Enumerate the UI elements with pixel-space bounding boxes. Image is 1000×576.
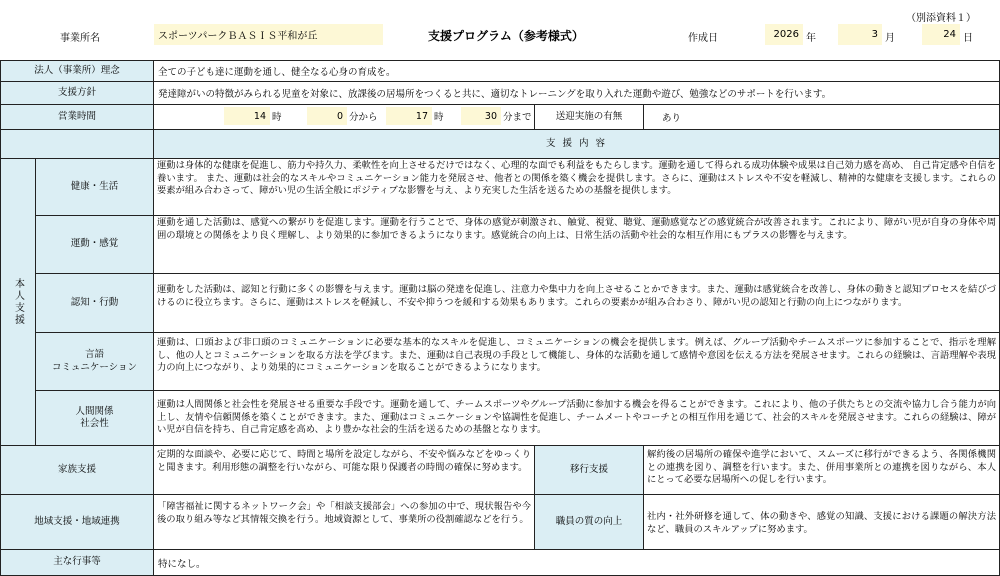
start-minute-field[interactable]: 0 <box>307 107 347 125</box>
social-text[interactable]: 運動は人間関係と社会性を発展させる重要な手段です。運動を通して、チームスポーツやグループ活動に参加する機会を得ることができます。これにより、他の子供たちとの交流や協力し合う能力が向上し、友情や信頼関係を築くことができます。また、運動はコミュニケーションや協調性を促進し、チームメートやコーチとの相互作用を通じて、社会的スキルを発展させます。これらの経験は、障がい児が自信を持ち、自己肯定感を高め、より豊かな社会的生活を送るための基盤となります。 <box>153 390 1000 446</box>
office-label: 事業所名 <box>60 33 100 44</box>
language-text[interactable]: 運動は、口頭および非口頭のコミュニケーションに必要な基本的なスキルを促進し、コミュニケーションの機会を提供します。例えば、グループ活動やチームスポーツに参加することで、指示を理解し、他の人とコミュニケーションを取る方法を学びます。また、運動は自己表現の手段として機能し、身体的な活動を通して感情や意図を伝える方法を発展させます。これらの経験は、言語理解や表現力の向上につながり、より効果的にコミュニケーションを取ることができるようになります。 <box>153 332 1000 391</box>
language-label <box>35 332 154 391</box>
day-unit: 日 <box>963 33 973 44</box>
language-label-line1: 言語 <box>84 349 104 361</box>
end-hour-unit: 時 <box>434 112 444 123</box>
transition-text[interactable]: 解約後の居場所の確保や進学において、スムーズに移行ができるよう、各関係機関との連携を図り、調整を行います。また、併用事業所との連携を図りながら、本人にとって必要な居場所への促しを行います。 <box>643 445 1000 495</box>
cognition-text[interactable]: 運動をした活動は、認知と行動に多くの影響を与えます。運動は脳の発達を促進し、注意力や集中力を向上させることかできます。また、運動は感覚統合を改善し、身体の動きと認知プロセスを結びづけるのに役立ちます。さらに、運動はストレスを軽減し、不安や抑うつを緩和する効果もあります。これらの要素かが組み合わさり、障がい児の認知と行動の向上につながります。 <box>153 273 1000 333</box>
support-header-blank <box>0 129 154 159</box>
family-text[interactable]: 定期的な面談や、必要に応じて、時間と場所を設定しながら、不安や悩みなどをゆっくりと聞きます。利用形態の調整を行いながら、可能な限り保護者の時間の確保に努めます。 <box>153 445 535 495</box>
document-title: 支援プログラム（参考様式） <box>428 29 584 43</box>
policy-label: 支援方針 <box>0 81 154 105</box>
policy-text[interactable]: 発達障がいの特徴がみられる児童を対象に、放課後の居場所をつくると共に、適切なトレーニングを取り入れた運動や遊び、勉強などのサポートを行います。 <box>153 81 1000 105</box>
year-unit: 年 <box>806 33 816 44</box>
motor-label: 運動・感覚 <box>35 215 154 274</box>
support-program-table <box>0 60 1000 576</box>
motor-text[interactable]: 運動を通した活動は、感覚への繋がりを促進します。運動を行うことで、身体の感覚が刺激され、触覚、視覚、聴覚、運動感覚などの感覚統合が改善されます。これにより、障がい児が自身の身体や周囲の環境との関係をより良く理解し、より効果的に参加できるようになります。感覚統合の向上は、日常生活の活動や社会的な相互作用にもプラスの影響を与えます。 <box>153 215 1000 274</box>
philosophy-label: 法人（事業所）理念 <box>0 60 154 82</box>
month-unit: 月 <box>885 33 895 44</box>
community-text[interactable]: 「障害福祉に関するネットワーク会」や「相談支援部会」への参加の中で、現状報告や今後の取り組み等など其情報交換を行う。地域資源として、事業所の役割確認などを行う。 <box>153 494 535 550</box>
office-name-field[interactable]: スポーツパークＢＡＳＩＳ平和が丘 <box>154 24 383 45</box>
philosophy-text[interactable]: 全ての子ども達に運動を通し、健全なる心身の育成を。 <box>153 60 1000 82</box>
month-field[interactable]: 3 <box>838 24 882 45</box>
health-label: 健康・生活 <box>35 158 154 216</box>
year-field[interactable]: 2026 <box>765 24 803 45</box>
self-support-text: 本人支援 <box>12 278 24 326</box>
community-label: 地域支援・地域連携 <box>0 494 154 550</box>
events-text[interactable]: 特になし。 <box>153 549 1000 576</box>
day-field[interactable]: 24 <box>922 24 960 45</box>
transport-label: 送迎実施の有無 <box>534 104 644 130</box>
staff-text[interactable]: 社内・社外研修を通して、体の動きや、感覚の知識、支援における課題の解決方法など、職員のスキルアップに努めます。 <box>643 494 1000 550</box>
language-label-line2: コミュニケーション <box>52 361 137 373</box>
health-text[interactable]: 運動は身体的な健康を促進し、筋力や持久力、柔軟性を向上させるだけではなく、心理的な面でも利益をもたらします。運動を通して得られる成功体験や成果は自己効力感を高め、 自己肯定感や自信を養います。 また、運動は社会的なスキルやコミュニケーション能力を発展させ、他者との関係を築く機会を提供します。さらに、運動はストレスや不安を軽減し、精神的な健康を支援します。これらの要素が組み合わさって、障がい児の生活全般にポジティブな影響を与え、より充実した生活を送るための基盤を提供します。 <box>153 158 1000 216</box>
self-support-label <box>0 158 36 446</box>
social-label-line2: 社会性 <box>80 418 109 429</box>
end-minute-unit: 分まで <box>503 112 532 123</box>
end-hour-field[interactable]: 17 <box>386 107 432 125</box>
annex-label: （別添資料１） <box>906 13 976 24</box>
events-label: 主な行事等 <box>0 549 154 576</box>
social-label <box>35 390 154 446</box>
start-minute-unit: 分から <box>349 112 378 123</box>
hours-row <box>153 104 535 130</box>
social-label-line1: 人間関係 <box>75 405 114 417</box>
start-hour-field[interactable]: 14 <box>224 107 270 125</box>
created-date-label: 作成日 <box>688 33 718 44</box>
staff-label: 職員の質の向上 <box>534 494 644 550</box>
transport-value[interactable]: あり <box>643 104 1000 130</box>
start-hour-unit: 時 <box>272 112 282 123</box>
end-minute-field[interactable]: 30 <box>461 107 501 125</box>
transition-label: 移行支援 <box>534 445 644 495</box>
cognition-label: 認知・行動 <box>35 273 154 333</box>
family-label: 家族支援 <box>0 445 154 495</box>
support-content-header: 支 援 内 容 <box>153 129 1000 159</box>
hours-label: 営業時間 <box>0 104 154 130</box>
